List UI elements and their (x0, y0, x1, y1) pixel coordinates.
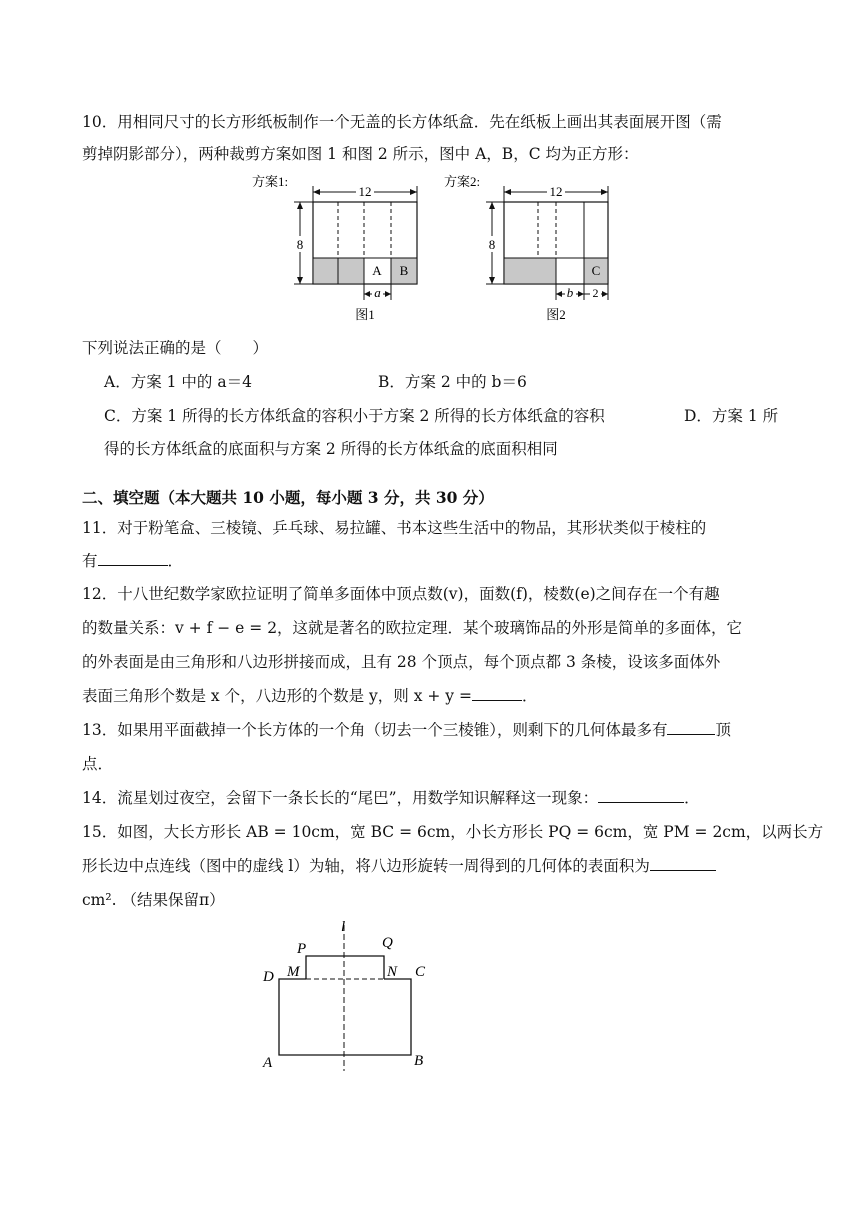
fig2-height-label: 8 (488, 237, 496, 252)
point-p: P (297, 941, 307, 957)
q15-line2 (82, 856, 782, 876)
axis-l-label: l (341, 919, 346, 935)
point-m: M (287, 964, 300, 980)
point-c: C (415, 964, 426, 980)
q13-text: 13．如果用平面截掉一个长方体的一个角（切去一个三棱锥），则剩下的几何体最多有 (82, 721, 668, 739)
q10-option-b: B．方案 2 中的 b＝6 (378, 373, 527, 391)
fig2-caption: 图2 (546, 307, 566, 322)
q11-suffix: ． (167, 552, 184, 570)
figure-2 (440, 172, 620, 332)
q10-line2: 剪掉阴影部分），两种裁剪方案如图 1 和图 2 所示，图中 A，B，C 均为正方形： (82, 145, 639, 163)
fig2-dim-2: 2 (592, 286, 599, 300)
q15-line2-text: 形长边中点连线（图中的虚线 l）为轴，将八边形旋转一周得到的几何体的表面积为 (82, 857, 650, 875)
point-n: N (387, 964, 398, 980)
figure-1 (250, 172, 430, 332)
point-q: Q (382, 935, 393, 951)
fig1-caption: 图1 (355, 307, 375, 322)
fig2-dim-b: b (566, 285, 574, 300)
fig1-square-a: A (372, 263, 382, 278)
q12-line1: 12．十八世纪数学家欧拉证明了简单多面体中顶点数(v)，面数(f)，棱数(e)之间存在一个有趣 (82, 585, 720, 603)
q13-line1 (82, 720, 782, 740)
q14-line1 (82, 788, 782, 808)
q12-answer-blank[interactable] (472, 686, 522, 701)
q14-text: 14．流星划过夜空，会留下一条长长的“尾巴”，用数学知识解释这一现象： (82, 789, 599, 807)
fig1-dim-a: a (374, 285, 381, 300)
q11-prefix: 有 (82, 552, 98, 570)
fig2-width-label: 12 (549, 184, 563, 199)
q13-answer-blank[interactable] (667, 720, 715, 735)
q12-suffix: ． (521, 687, 538, 705)
point-d: D (263, 969, 274, 985)
q11-answer-blank[interactable] (98, 551, 168, 566)
q10-option-c: C．方案 1 所得的长方体纸盒的容积小于方案 2 所得的长方体纸盒的容积 (104, 407, 605, 425)
q10-option-d-end: 得的长方体纸盒的底面积与方案 2 所得的长方体纸盒的底面积相同 (104, 440, 558, 458)
q15-answer-blank[interactable] (650, 856, 716, 871)
q13-suffix: 顶 (715, 721, 731, 739)
fig1-scheme-label: 方案1: (252, 174, 289, 189)
fig1-square-b: B (399, 263, 409, 278)
q12-line4-text: 表面三角形个数是 x 个，八边形的个数是 y，则 x + y = (82, 687, 472, 705)
fig1-height-label: 8 (296, 237, 304, 252)
q12-line4 (82, 686, 782, 706)
q12-line2: 的数量关系：v + f − e = 2，这就是著名的欧拉定理．某个玻璃饰品的外形是简单的多面体，它 (82, 619, 743, 637)
figure-q15 (250, 915, 450, 1075)
q15-line1: 15．如图，大长方形长 AB = 10cm，宽 BC = 6cm，小长方形长 PQ = 6cm，宽 PM = 2cm，以两长方 (82, 823, 824, 841)
q11-line2 (82, 551, 782, 571)
q13-line2: 点． (82, 755, 114, 773)
point-b: B (414, 1053, 424, 1069)
q10-line1: 10．用相同尺寸的长方形纸板制作一个无盖的长方体纸盒．先在纸板上画出其表面展开图（需 (82, 113, 722, 131)
fig1-width-label: 12 (358, 184, 372, 199)
point-a: A (263, 1055, 273, 1071)
q10-option-d-start: D．方案 1 所 (684, 407, 779, 425)
q14-suffix: ． (684, 789, 700, 807)
q10-option-a: A．方案 1 中的 a＝4 (104, 373, 252, 391)
q14-answer-blank[interactable] (598, 788, 684, 803)
fig2-square-c: C (591, 263, 601, 278)
q10-prompt: 下列说法正确的是（ ） (82, 339, 269, 357)
q15-line3: cm². （结果保留π） (82, 891, 225, 909)
q11-line1: 11．对于粉笔盒、三棱镜、乒乓球、易拉罐、书本这些生活中的物品，其形状类似于棱柱的 (82, 519, 707, 537)
section-title: 二、填空题（本大题共 10 小题，每小题 3 分，共 30 分） (82, 488, 494, 507)
q12-line3: 的外表面是由三角形和八边形拼接而成，且有 28 个顶点，每个顶点都 3 条棱，设该多面体外 (82, 653, 721, 671)
fig2-scheme-label: 方案2: (444, 174, 481, 189)
